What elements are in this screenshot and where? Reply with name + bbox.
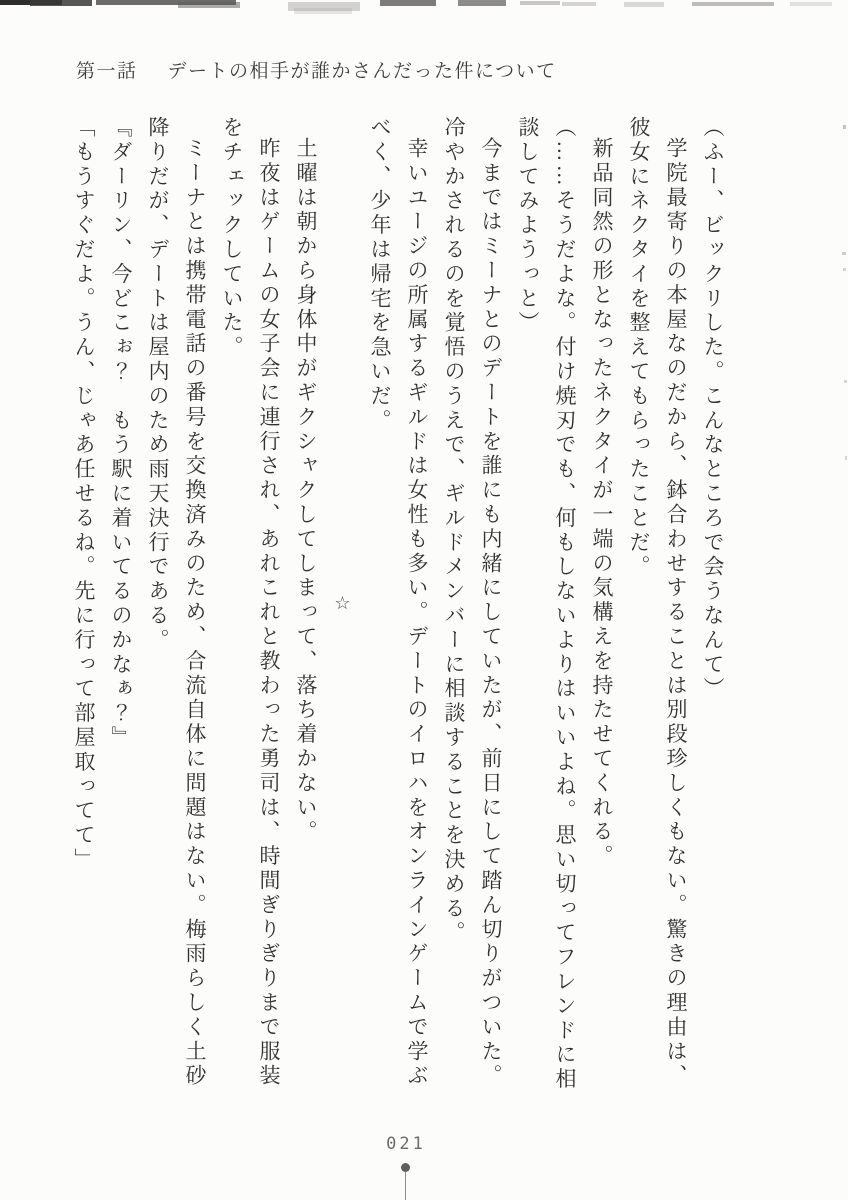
page-marker-dot-icon [401,1163,410,1172]
paragraph: 学院最寄りの本屋なのだから、鉢合わせすることは別段珍しくもない。驚きの理由は、彼女にネクタイを整えてもらったことだ。 [627,116,688,1089]
scan-artifact [520,1,560,5]
paragraph: 幸いユージの所属するギルドは女性も多い。デートのイロハをオンラインゲームで学ぶべく、少年は帰宅を急いだ。 [368,116,429,1089]
section-separator: ☆ [333,592,353,618]
paragraph: 土曜は朝から身体中がギクシャクしてしまって、落ち着かない。 [294,137,318,845]
scan-artifact [294,8,352,14]
paragraph: （……そうだよな。付け焼刃でも、何もしないよりはいいよね。思い切ってフレンドに相談してみようっと） [516,116,577,1092]
scan-artifact [30,0,92,6]
body-text [63,116,731,1094]
paragraph: （ふー、ビックリした。こんなところで会うなんて） [701,116,725,702]
paragraph: 昨夜はゲームの女子会に連行され、あれこれと教わった勇司は、時間ぎりぎりまで服装をチェックしていた。 [220,116,281,1089]
page-marker-line [405,1172,406,1200]
scan-artifact [692,2,774,6]
scan-artifact [624,2,664,7]
scan-artifact [0,0,62,5]
paragraph: 『ダーリン、今どこぉ？ もう駅に着いてるのかなぁ？』 [109,116,133,751]
scan-artifact [562,2,596,6]
page-number: 021 [386,1134,426,1154]
scan-artifact [288,2,360,11]
scan-artifact [843,125,846,129]
scan-artifact [96,0,236,5]
scan-artifact [843,268,846,271]
chapter-number: 第一話 [76,61,138,82]
paragraph: 「もうすぐだよ。うん、じゃあ任せるね。先に行って部屋取ってて」 [72,116,96,873]
scan-artifact [790,2,832,6]
scan-artifact [845,456,847,460]
paragraph: 新品同然の形となったネクタイが一端の気構えを持たせてくれる。 [590,137,614,869]
scan-artifact [844,380,847,383]
scan-artifact [842,252,846,255]
chapter-title: デートの相手が誰かさんだった件について [167,61,557,82]
chapter-header [76,56,557,83]
scan-artifact [178,2,240,8]
scan-artifact [380,0,436,6]
paragraph: ミーナとは携帯電話の番号を交換済みのため、合流自体に問題はない。梅雨らしく土砂降りだが、デートは屋内のため雨天決行である。 [146,116,207,1089]
scan-artifact [458,0,506,6]
paragraph: 今まではミーナとのデートを誰にも内緒にしていたが、前日にして踏ん切りがついた。冷やかされるのを覚悟のうえで、ギルドメンバーに相談することを決める。 [442,116,503,1089]
